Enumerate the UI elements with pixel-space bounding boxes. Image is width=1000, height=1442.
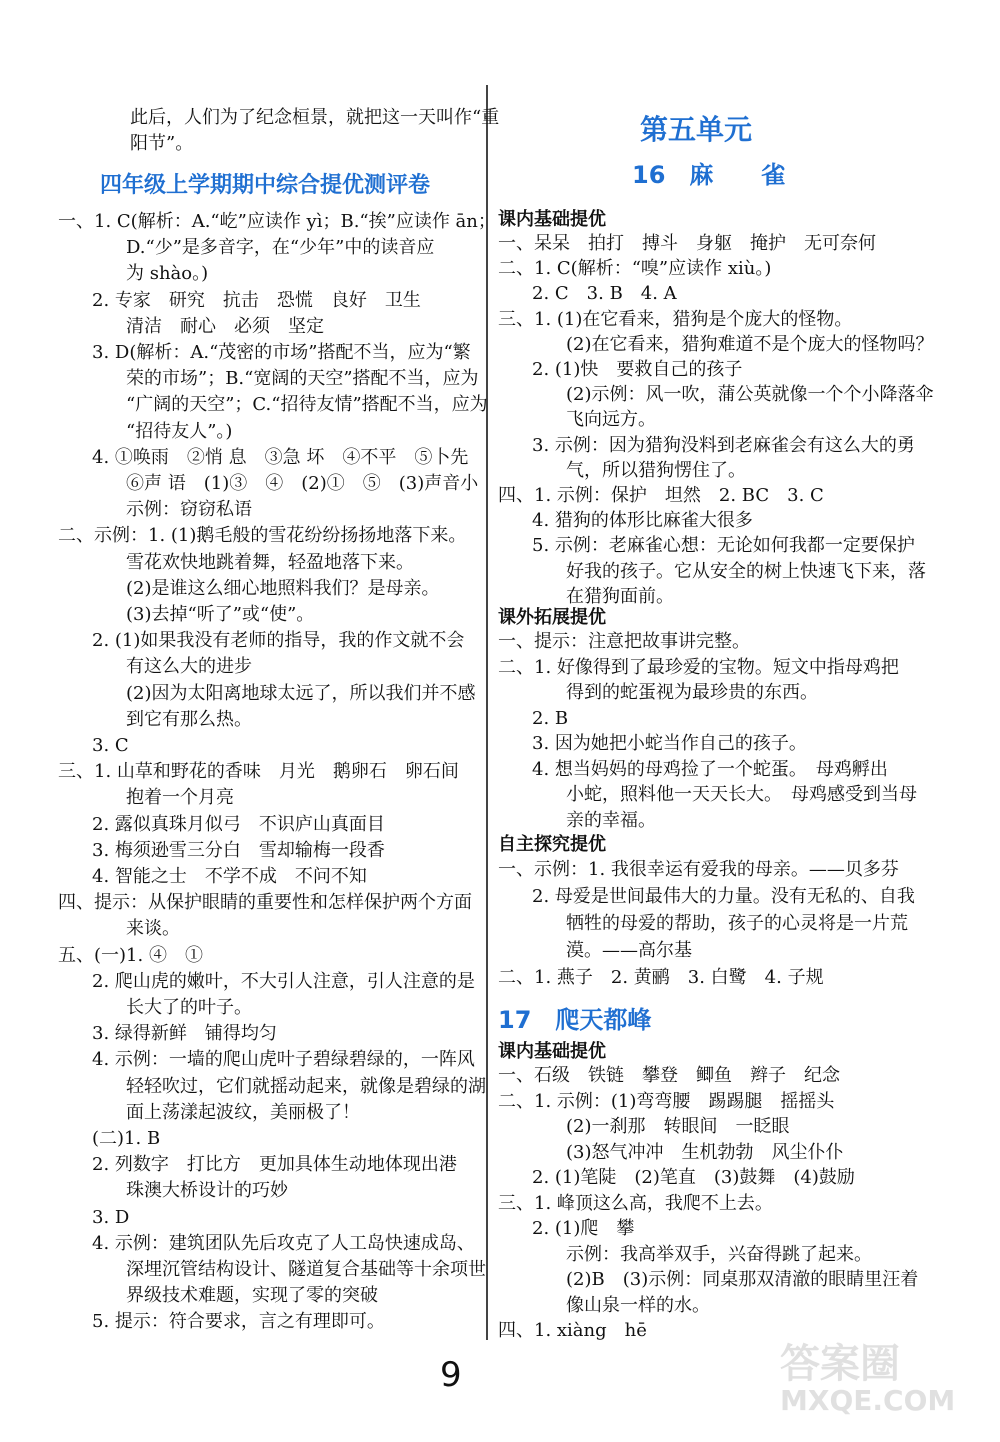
answer-line: 气，所以猎狗愣住了。 [566,459,746,481]
answer-line: 2. (1)笔陡 (2)笔直 (3)鼓舞 (4)鼓励 [532,1167,855,1188]
answer-line: (2)示例：风一吹，蒲公英就像一个个小降落伞 [566,384,934,406]
answer-line: 3. 绿得新鲜 铺得均匀 [92,1023,277,1045]
answer-line: 2. C 3. B 4. A [532,283,677,305]
answer-line: 牺牲的母爱的帮助，孩子的心灵将是一片荒 [566,913,908,934]
section-heading: 课内基础提优 [498,209,606,230]
answer-line: 2. 专家 研究 抗击 恐慌 良好 卫生 [92,289,421,311]
answer-line: 四、提示：从保护眼睛的重要性和怎样保护两个方面 [58,892,472,914]
answer-line: 三、1. 峰顶这么高，我爬不上去。 [498,1192,773,1214]
answer-line: 好我的孩子。它从安全的树上快速飞下来，落 [566,560,926,582]
answer-line: 一、呆呆 拍打 搏斗 身躯 掩护 无可奈何 [498,233,876,254]
answer-line: 4. 示例：一墙的爬山虎叶子碧绿碧绿的，一阵风 [92,1049,475,1071]
answer-line: 五、(一)1. ④ ① [58,944,203,966]
answer-line: (2)B (3)示例：同桌那双清澈的眼睛里汪着 [566,1269,919,1290]
answer-line: “招待友人”。) [126,420,233,442]
unit-title: 第五单元 [640,113,753,146]
answer-line: 4. 猎狗的体形比麻雀大很多 [532,510,753,532]
lesson-16-title: 16 麻 雀 [632,161,786,189]
section-heading: 自主探究提优 [498,834,606,855]
answer-line: 得到的蛇蛋视为最珍贵的东西。 [566,682,818,703]
answer-line: 三、1. (1)在它看来，猎狗是个庞大的怪物。 [498,308,853,330]
answer-line: 2. B [532,707,569,729]
answer-line: 5. 提示：符合要求，言之有理即可。 [92,1311,385,1333]
answer-line: 雪花欢快地跳着舞，轻盈地落下来。 [126,551,414,573]
answer-line: (2)在它看来，猎狗难道不是个庞大的怪物吗？ [566,333,934,355]
answer-line: 四、1. xiàng hē [498,1320,647,1341]
answer-line: 示例：我高举双手，兴奋得跳了起来。 [566,1243,872,1265]
answer-line: 来谈。 [126,918,180,940]
answer-line: 2. 露似真珠月似弓 不识庐山真面目 [92,813,385,835]
answer-line: (3)怒气冲冲 生机勃勃 风尘仆仆 [566,1141,844,1163]
midterm-title: 四年级上学期期中综合提优测评卷 [100,173,431,198]
answer-line: (2)一刹那 转眼间 一眨眼 [566,1116,790,1137]
answer-line: 到它有那么热。 [126,708,252,730]
answer-line: 有这么大的进步 [126,656,252,678]
answer-line: 一、1. C(解析：A.“屹”应读作 yì；B.“挨”应读作 ān； [58,211,496,232]
answer-line: 5. 示例：老麻雀心想：无论如何我都一定要保护 [532,535,915,557]
answer-line: 小蛇，照料他一天天长大。 母鸡感受到当母 [566,784,917,805]
answer-line: 3. 因为她把小蛇当作自己的孩子。 [532,733,807,754]
answer-line: 在猎狗面前。 [566,585,674,607]
answer-line: 3. D [92,1206,130,1228]
answer-line: 3. C [92,735,129,756]
answer-line: 深埋沉管结构设计、隧道复合基础等十余项世 [126,1259,486,1280]
answer-line: 一、石级 铁链 攀登 鲫鱼 辫子 纪念 [498,1065,840,1086]
answer-line: 面上荡漾起波纹，美丽极了！ [126,1101,360,1123]
section-heading: 课内基础提优 [498,1041,606,1062]
answer-line: ⑥声 语 (1)③ ④ (2)① ⑤ (3)声音小 [126,473,479,494]
answer-line: 珠澳大桥设计的巧妙 [126,1180,288,1202]
answer-line: 3. D(解析：A.“茂密的市场”搭配不当，应为“繁 [92,342,471,363]
answer-line: 4. 想当妈妈的母鸡捡了一个蛇蛋。 母鸡孵出 [532,758,888,780]
answer-line: 4. ①唤雨 ②悄 息 ③急 坏 ④不平 ⑤卜先 [92,446,469,468]
answer-line: 四、1. 示例：保护 坦然 2. BC 3. C [498,485,824,506]
answer-line: 二、示例：1. (1)鹅毛般的雪花纷纷扬扬地落下来。 [58,525,467,547]
answer-line: D.“少”是多音字，在“少年”中的读音应 [126,237,435,259]
answer-line: 飞向远方。 [566,409,656,431]
answer-line: 一、示例：1. 我很幸运有爱我的母亲。——贝多芬 [498,859,899,880]
answer-line: 亲的幸福。 [566,809,656,831]
answer-line: 轻轻吹过，它们就摇动起来，就像是碧绿的湖 [126,1075,486,1097]
answer-line: 示例：窃窃私语 [126,499,252,521]
page-number: 9 [440,1355,462,1395]
intro-line: 此后，人们为了纪念桓景，就把这一天叫作“重 [130,107,500,128]
watermark-logo: 答案圈 MXQE.COM [780,1341,956,1417]
answer-line: 漠。——高尔基 [566,940,692,961]
answer-line: 2. (1)快 要救自己的孩子 [532,359,743,380]
answer-line: “广阔的天空”；C.“招待友情”搭配不当，应为 [126,394,488,416]
answer-line: 3. 梅须逊雪三分白 雪却输梅一段香 [92,839,385,861]
answer-line: (2)因为太阳离地球太远了，所以我们并不感 [126,682,476,704]
answer-line: 二、1. 示例：(1)弯弯腰 踢踢腿 摇摇头 [498,1090,835,1112]
answer-line: 像山泉一样的水。 [566,1294,710,1316]
answer-line: 二、1. 燕子 2. 黄鹂 3. 白鹭 4. 子规 [498,967,824,988]
answer-line: 4. 示例：建筑团队先后攻克了人工岛快速成岛、 [92,1232,475,1254]
column-divider [486,85,488,1340]
answer-line: 界级技术难题，实现了零的突破 [126,1285,378,1307]
answer-line: (3)去掉“听了”或“使”。 [126,604,315,625]
answer-line: 长大了的叶子。 [126,997,252,1018]
answer-line: 2. 列数字 打比方 更加具体生动地体现出港 [92,1154,457,1176]
answer-line: (2)是谁这么细心地照料我们？是母亲。 [126,577,440,599]
answer-line: 为 shào。) [126,263,209,285]
intro-line: 阳节”。 [130,133,194,154]
answer-line: 4. 智能之士 不学不成 不问不知 [92,866,367,887]
section-heading: 课外拓展提优 [498,607,606,628]
answer-line: 清洁 耐心 必须 坚定 [126,315,324,337]
answer-line: 2. 母爱是世间最伟大的力量。没有无私的、自我 [532,886,915,907]
answer-line: (二)1. B [92,1128,161,1149]
answer-line: 2. (1)如果我没有老师的指导，我的作文就不会 [92,630,465,652]
answer-line: 一、提示：注意把故事讲完整。 [498,631,750,652]
answer-line: 荣的市场”；B.“宽阔的天空”搭配不当，应为 [126,368,479,390]
answer-line: 2. 爬山虎的嫩叶，不大引人注意，引人注意的是 [92,970,475,992]
answer-line: 二、1. C(解析：“嗅”应读作 xiù。) [498,258,772,280]
answer-line: 3. 示例：因为猎狗没料到老麻雀会有这么大的勇 [532,434,915,456]
answer-line: 2. (1)爬 攀 [532,1218,635,1239]
answer-line: 抱着一个月亮 [126,787,234,809]
lesson-17-title: 17 爬天都峰 [498,1006,652,1034]
answer-line: 三、1. 山草和野花的香味 月光 鹅卵石 卵石间 [58,761,459,783]
answer-line: 二、1. 好像得到了最珍爱的宝物。短文中指母鸡把 [498,656,899,678]
